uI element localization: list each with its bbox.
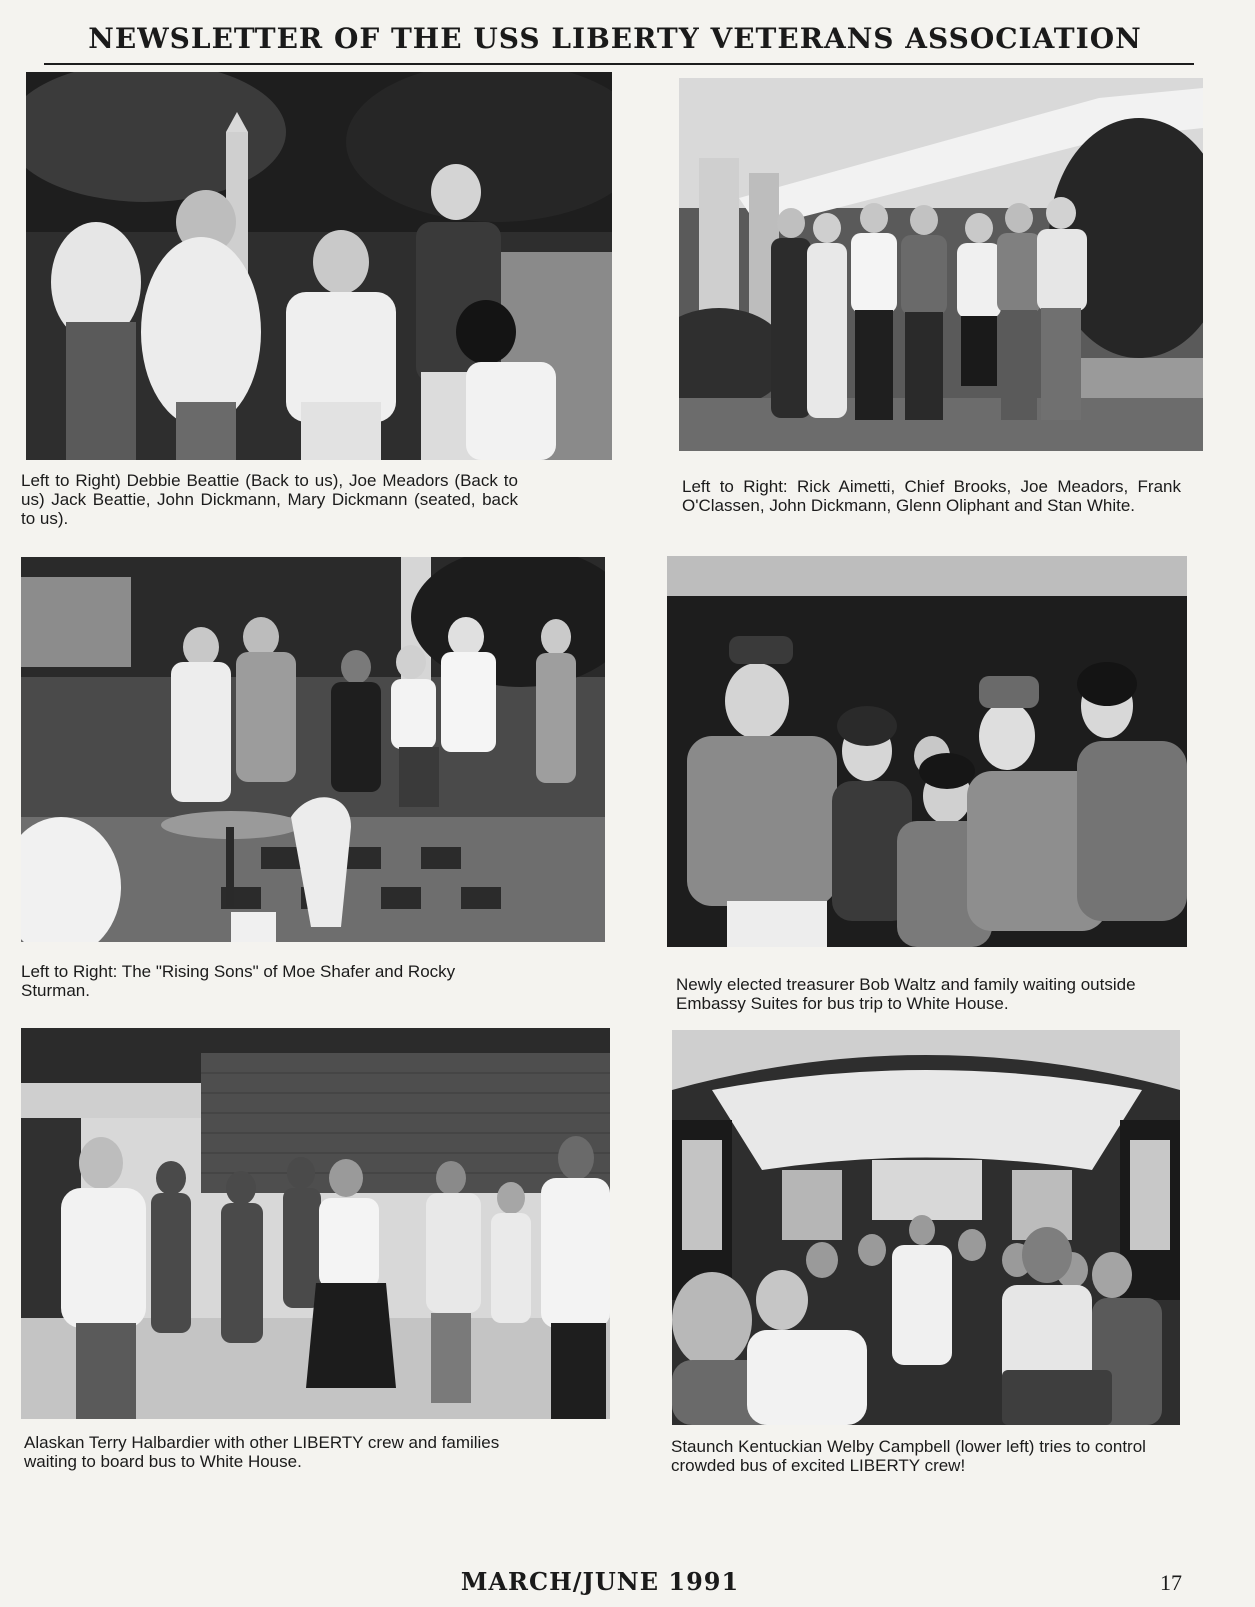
photo-caption: Left to Right: Rick Aimetti, Chief Brooks, Joe Meadors, Frank O'Classen, John Dickmann, Glenn Oliphant and Stan White. — [682, 477, 1181, 515]
issue-date: MARCH/JUNE 1991 — [460, 1567, 740, 1596]
photo-caption: Staunch Kentuckian Welby Campbell (lower left) tries to control crowded bus of excited LIBERTY crew! — [671, 1437, 1146, 1475]
page-number: 17 — [1160, 1570, 1182, 1595]
photo-caption: Left to Right) Debbie Beattie (Back to us), Joe Meadors (Back to us) Jack Beattie, John Dickmann, Mary Dickmann (seated, back to us). — [21, 471, 518, 528]
photo-caption: Newly elected treasurer Bob Waltz and family waiting outside Embassy Suites for bus trip to White House. — [676, 975, 1136, 1013]
photo-group-pergola — [679, 78, 1203, 451]
masthead-rule — [44, 63, 1194, 65]
photo-waltz-family — [667, 556, 1187, 947]
photo-patio-children — [21, 557, 605, 942]
newsletter-masthead: NEWSLETTER OF THE USS LIBERTY VETERANS ASSOCIATION — [88, 22, 1142, 55]
photo-reception-group — [26, 72, 612, 460]
photo-caption: Alaskan Terry Halbardier with other LIBERTY crew and families waiting to board bus to White House. — [24, 1433, 500, 1471]
photo-caption: Left to Right: The "Rising Sons" of Moe Shafer and Rocky Sturman. — [21, 962, 456, 1000]
photo-crowd-waiting — [21, 1028, 610, 1419]
photo-bus-interior — [672, 1030, 1180, 1425]
